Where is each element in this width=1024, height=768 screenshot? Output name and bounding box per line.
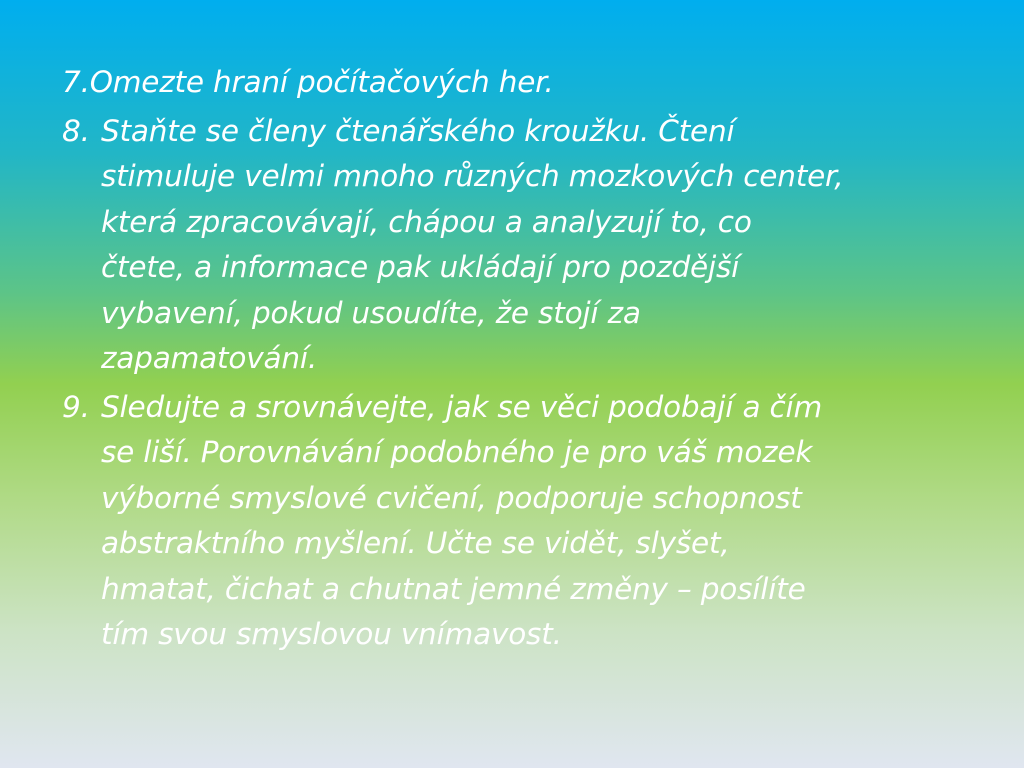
text-line: abstraktního myšlení. Učte se vidět, slyšet, — [101, 526, 730, 560]
text-line: vybavení, pokud usoudíte, že stojí za — [101, 295, 641, 330]
text-line: čtete, a informace pak ukládají pro pozdější — [101, 250, 740, 284]
numbered-list — [62, 60, 992, 661]
list-item-text — [101, 385, 992, 658]
list-item-number: 8. — [62, 113, 90, 148]
text-line: výborné smyslové cvičení, podporuje schopnost — [101, 480, 802, 515]
text-line: se liší. Porovnávání podobného je pro váš mozek — [101, 435, 813, 469]
list-item-8 — [62, 109, 992, 382]
text-line: stimuluje velmi mnoho různých mozkových center, — [101, 159, 844, 193]
text-line: Sledujte a srovnávejte, jak se věci podobají a čím — [101, 389, 823, 424]
text-line: zapamatování. — [101, 341, 317, 375]
text-line: Staňte se členy čtenářského kroužku. Čtení — [101, 113, 735, 148]
text-line: hmatat, čichat a chutnat jemné změny – posílíte — [101, 571, 806, 606]
list-item-7 — [62, 60, 992, 106]
list-item-9 — [62, 385, 992, 658]
list-item-number: 7. — [62, 65, 90, 99]
list-item-number: 9. — [62, 389, 90, 424]
list-item-text — [101, 109, 992, 382]
text-line: která zpracovávají, chápou a analyzují to, co — [101, 204, 752, 239]
list-item-text — [90, 65, 554, 99]
text-line: tím svou smyslovou vnímavost. — [101, 617, 562, 651]
text-line: Omezte hraní počítačových her. — [89, 65, 554, 99]
